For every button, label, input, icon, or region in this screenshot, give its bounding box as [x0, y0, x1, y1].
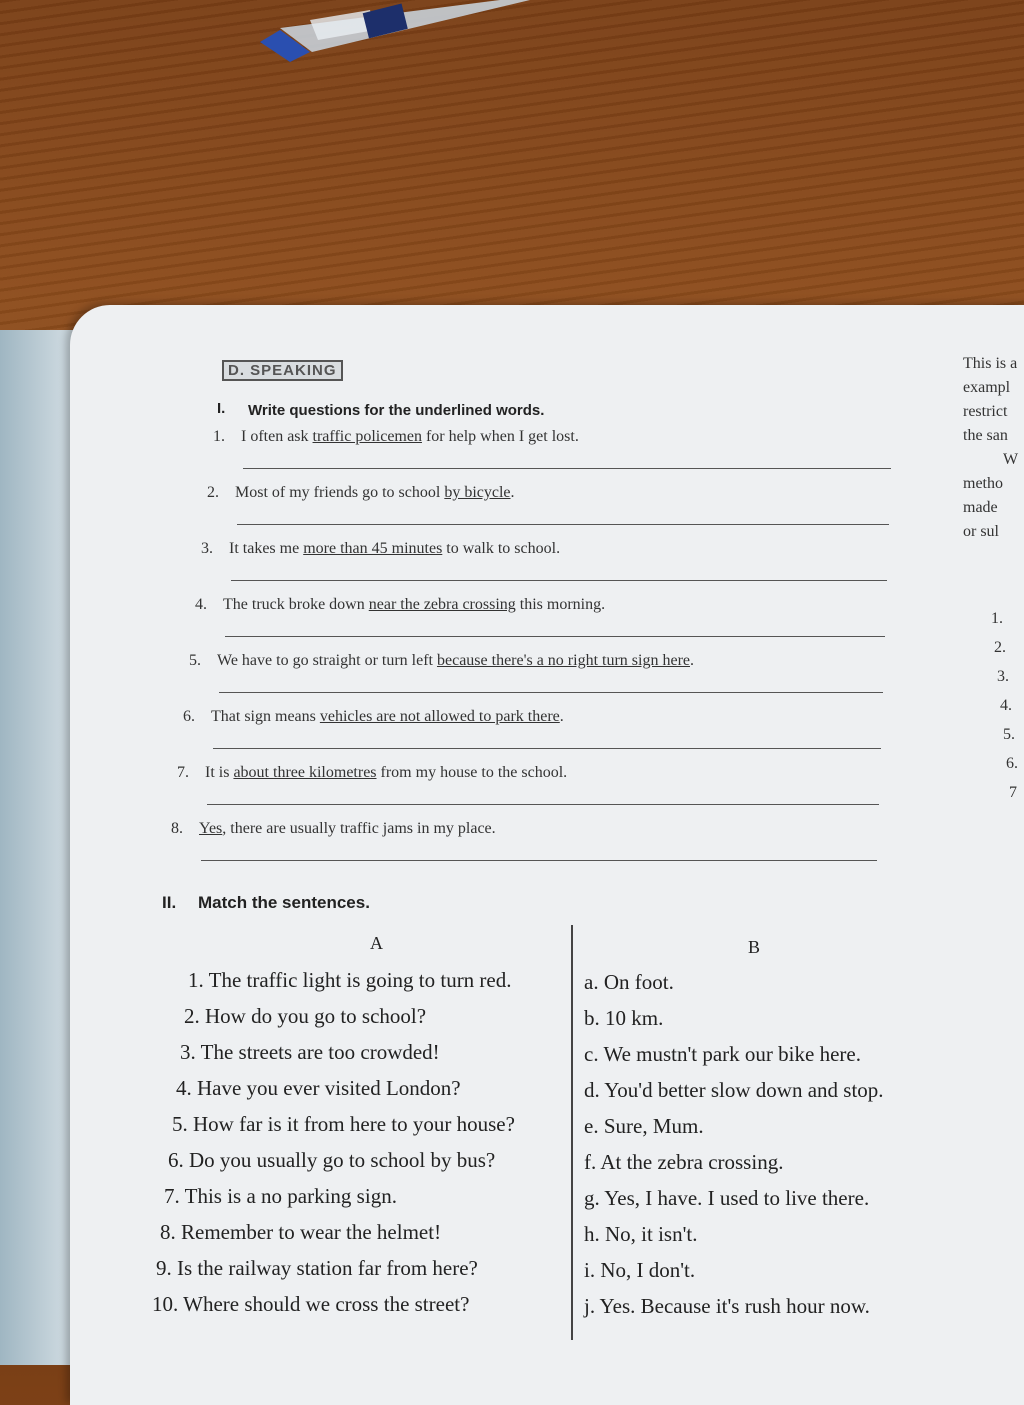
match-item-b: d. You'd better slow down and stop.: [584, 1078, 884, 1102]
column-divider: [571, 925, 573, 1340]
answer-line[interactable]: [225, 636, 885, 637]
right-page-number: 3.: [997, 668, 1009, 685]
question-text: That sign means: [211, 708, 320, 725]
underlined-phrase: because there's a no right turn sign here: [436, 652, 690, 669]
question-item: [183, 708, 564, 726]
answer-line[interactable]: [213, 748, 881, 749]
underlined-phrase: about three kilometres: [233, 764, 377, 781]
question-number: 7.: [177, 764, 189, 781]
question-item: [177, 764, 567, 782]
match-item-b: g. Yes, I have. I used to live there.: [584, 1186, 870, 1210]
question-text: It is: [205, 764, 234, 781]
match-item-b: c. We mustn't park our bike here.: [584, 1042, 861, 1066]
match-item-a: 3. The streets are too crowded!: [180, 1040, 440, 1064]
question-item: [207, 484, 515, 502]
question-text: Most of my friends go to school: [235, 484, 445, 501]
section-heading: D. SPEAKING: [222, 360, 343, 381]
match-item-a: 7. This is a no parking sign.: [164, 1184, 397, 1208]
match-item-b: b. 10 km.: [584, 1006, 664, 1030]
match-item-a: 4. Have you ever visited London?: [176, 1076, 461, 1100]
question-number: 6.: [183, 708, 195, 725]
underlined-phrase: Yes: [199, 820, 223, 837]
right-page-number: 7: [1009, 784, 1017, 801]
underlined-phrase: traffic policemen: [312, 428, 422, 445]
right-page-text: the san: [963, 427, 1008, 444]
right-page-text: or sul: [963, 523, 999, 540]
question-number: 4.: [195, 596, 207, 613]
question-text-end: , there are usually traffic jams in my place.: [222, 820, 496, 837]
underlined-phrase: by bicycle: [444, 484, 511, 501]
match-item-b: e. Sure, Mum.: [584, 1114, 704, 1138]
match-item-a: 8. Remember to wear the helmet!: [160, 1220, 442, 1244]
right-page-number: 4.: [1000, 697, 1012, 714]
part1-instruction: Write questions for the underlined words.: [248, 402, 545, 419]
right-page-text: restrict: [963, 403, 1008, 420]
answer-line[interactable]: [219, 692, 883, 693]
question-text: We have to go straight or turn left: [217, 652, 437, 669]
match-item-b: j. Yes. Because it's rush hour now.: [584, 1294, 870, 1318]
right-page-text: made: [963, 499, 998, 516]
question-text: The truck broke down: [223, 596, 369, 613]
answer-line[interactable]: [207, 804, 879, 805]
column-a-header: A: [370, 933, 383, 953]
question-text-end: .: [510, 484, 515, 501]
question-number: 2.: [207, 484, 219, 501]
answer-line[interactable]: [201, 860, 877, 861]
match-item-a: 9. Is the railway station far from here?: [156, 1256, 478, 1280]
question-text-end: for help when I get lost.: [421, 428, 579, 445]
question-item: [195, 596, 605, 614]
right-page-number: 2.: [994, 639, 1006, 656]
question-item: [189, 652, 694, 670]
match-item-b: f. At the zebra crossing.: [584, 1150, 784, 1174]
right-page-number: 1.: [991, 610, 1003, 627]
column-b-header: B: [748, 937, 761, 957]
match-item-b: a. On foot.: [584, 970, 674, 994]
right-page-number: 5.: [1003, 726, 1015, 743]
question-number: 1.: [213, 428, 225, 445]
answer-line[interactable]: [237, 524, 889, 525]
question-text-end: from my house to the school.: [376, 764, 568, 781]
underlined-phrase: near the zebra crossing: [368, 596, 516, 613]
underlined-phrase: more than 45 minutes: [303, 540, 443, 557]
part2-instruction: Match the sentences.: [198, 893, 370, 912]
match-item-a: 2. How do you go to school?: [184, 1004, 427, 1028]
answer-line[interactable]: [231, 580, 887, 581]
part2-number: II.: [162, 893, 177, 912]
right-page-text: This is a: [963, 355, 1018, 372]
match-item-a: 1. The traffic light is going to turn red.: [188, 968, 512, 992]
match-item-a: 5. How far is it from here to your house?: [172, 1112, 515, 1136]
question-number: 8.: [171, 820, 183, 837]
match-item-b: h. No, it isn't.: [584, 1222, 698, 1246]
right-page-text: exampl: [963, 379, 1011, 396]
right-page-text: W: [1003, 451, 1019, 468]
pen-icon: [250, 0, 530, 62]
part1-number: I.: [217, 400, 226, 417]
answer-line[interactable]: [243, 468, 891, 469]
right-page-number: 6.: [1006, 755, 1018, 772]
question-text-end: this morning.: [515, 596, 606, 613]
match-item-a: 10. Where should we cross the street?: [152, 1292, 470, 1316]
question-number: 3.: [201, 540, 213, 557]
question-item: [213, 428, 579, 446]
question-item: [171, 820, 496, 838]
right-page-text: metho: [963, 475, 1003, 492]
question-text: I often ask: [241, 428, 313, 445]
question-text-end: .: [559, 708, 564, 725]
question-item: [201, 540, 560, 558]
match-item-b: i. No, I don't.: [584, 1258, 696, 1282]
question-number: 5.: [189, 652, 201, 669]
question-text: It takes me: [229, 540, 304, 557]
question-text-end: .: [690, 652, 694, 669]
underlined-phrase: vehicles are not allowed to park there: [319, 708, 560, 725]
match-item-a: 6. Do you usually go to school by bus?: [168, 1148, 496, 1172]
question-text-end: to walk to school.: [442, 540, 561, 557]
